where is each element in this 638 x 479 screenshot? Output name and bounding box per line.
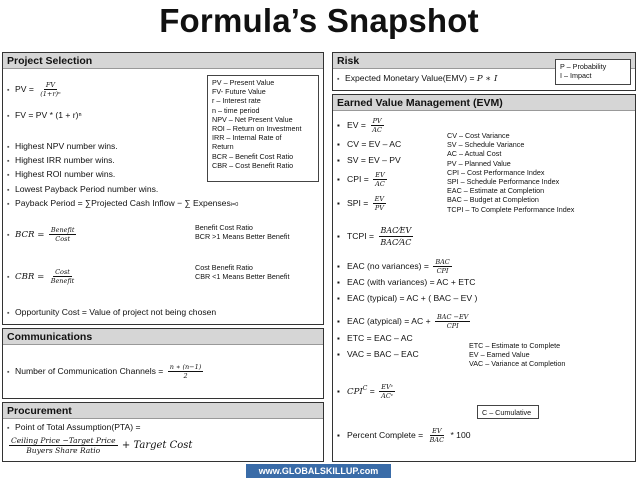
opportunity-cost: ▪ Opportunity Cost = Value of project not being chosen xyxy=(7,307,217,317)
abbreviation-legend: PV – Present Value FV- Future Value r – Interest rate n – time period NPV – Net Present Value ROI – Return on Investment IRR – Internal Rate of Return BCR – Benefit Cost Ratio CBR – Cost Benefit Ratio xyxy=(207,75,319,182)
pta-formula: $\frac{\text{Ceiling Price −Target Price}}{\text{Buyers Share Ratio}}$ + Target Cost xyxy=(11,436,193,455)
communications-panel xyxy=(2,328,324,399)
project-selection-heading: Project Selection xyxy=(3,53,323,69)
eac-typical-formula: ▪ EAC (typical) = AC + ( BAC – EV ) xyxy=(337,293,478,303)
percent-complete-formula: ▪ Percent Complete = $\frac{EV}{\text{BAC}}$ * 100 xyxy=(337,427,471,444)
risk-legend: P – Probability I – Impact xyxy=(555,59,631,85)
communication-channels-formula: ▪ Number of Communication Channels = $\frac{n ∗ (n-1)}{2}$ xyxy=(7,363,202,380)
procurement-heading: Procurement xyxy=(3,403,323,419)
pta-label: ▪ Point of Total Assumption(PTA) = xyxy=(7,422,141,432)
cbr-note: Cost Benefit Ratio CBR <1 Means Better Benefit xyxy=(191,261,319,287)
list-item: ▪ Highest IRR number wins. xyxy=(7,155,115,165)
bcr-formula: ▪ BCR = $\frac{\text{Benefit}}{\text{Cost}}$ xyxy=(7,226,75,243)
evm-abbreviation-legend: CV – Cost Variance SV – Schedule Variance AC – Actual Cost PV – Planned Value CPI – Cost Performance Index SPI – Schedule Performance Index EAC – Estimate at Completion BAC – Budget at Completion TCPI – To Complete Performance Index xyxy=(443,129,593,220)
spi-formula: ▪ SPI = $\frac{EV}{PV}$ xyxy=(337,195,385,212)
etc-legend: ETC – Estimate to Complete EV – Earned Value VAC – Variance at Completion xyxy=(465,339,593,372)
eac-atypical-formula: ▪ EAC (atypical) = AC + $\frac{\text{BAC −EV}}{\text{CPI}}$ xyxy=(337,313,469,330)
tcpi-formula: ▪ TCPI = $\frac{\text{BAC⁄EV}}{\text{BAC⁄AC}}$ xyxy=(337,226,412,247)
sv-formula: ▪ SV = EV – PV xyxy=(337,155,401,165)
etc-formula: ▪ ETC = EAC – AC xyxy=(337,333,413,343)
fv-formula: ▪ FV = PV * (1 + r)ⁿ xyxy=(7,110,82,120)
risk-heading: Risk xyxy=(333,53,635,69)
cpi-cumulative-formula: ▪ $CPI^C$ = $\frac{\text{EVᶜ}}{\text{ACᶜ}}$ xyxy=(337,383,394,401)
cpi-formula: ▪ CPI = $\frac{EV}{AC}$ xyxy=(337,171,385,188)
list-item: ▪ Highest NPV number wins. xyxy=(7,141,118,151)
list-item: ▪ Highest ROI number wins. xyxy=(7,169,116,179)
eac-with-variances-formula: ▪ EAC (with variances) = AC + ETC xyxy=(337,277,476,287)
procurement-panel xyxy=(2,402,324,462)
page-title: Formula’s Snapshot xyxy=(159,2,479,39)
emv-formula: ▪ Expected Monetary Value(EMV) = P ∗ I xyxy=(337,73,498,84)
vac-formula: ▪ VAC = BAC – EAC xyxy=(337,349,419,359)
ev-formula: ▪ EV = $\frac{PV}{AC}$ xyxy=(337,117,382,134)
evm-heading: Earned Value Management (EVM) xyxy=(333,95,635,111)
eac-no-variances-formula: ▪ EAC (no variances) = $\frac{\text{BAC}}{\text{CPI}}$ xyxy=(337,258,450,275)
footer-url[interactable]: www.GLOBALSKILLUP.com xyxy=(246,464,391,478)
project-selection-panel xyxy=(2,52,324,325)
pv-formula: ▪ PV = $\frac{FV}{\text{(1+r)ⁿ}}$ xyxy=(7,81,61,98)
communications-heading: Communications xyxy=(3,329,323,345)
bcr-note: Benefit Cost Ratio BCR >1 Means Better Benefit xyxy=(191,221,319,247)
payback-formula: ▪ Payback Period = ∑Projected Cash Inflow − ∑ Expensesi=0 xyxy=(7,198,239,208)
cbr-formula: ▪ CBR = $\frac{\text{Cost}}{\text{Benefit}}$ xyxy=(7,268,75,285)
list-item: ▪ Lowest Payback Period number wins. xyxy=(7,184,159,194)
evm-panel xyxy=(332,94,636,462)
risk-panel xyxy=(332,52,636,91)
cumulative-legend: C – Cumulative xyxy=(477,405,539,419)
cv-formula: ▪ CV = EV – AC xyxy=(337,139,402,149)
